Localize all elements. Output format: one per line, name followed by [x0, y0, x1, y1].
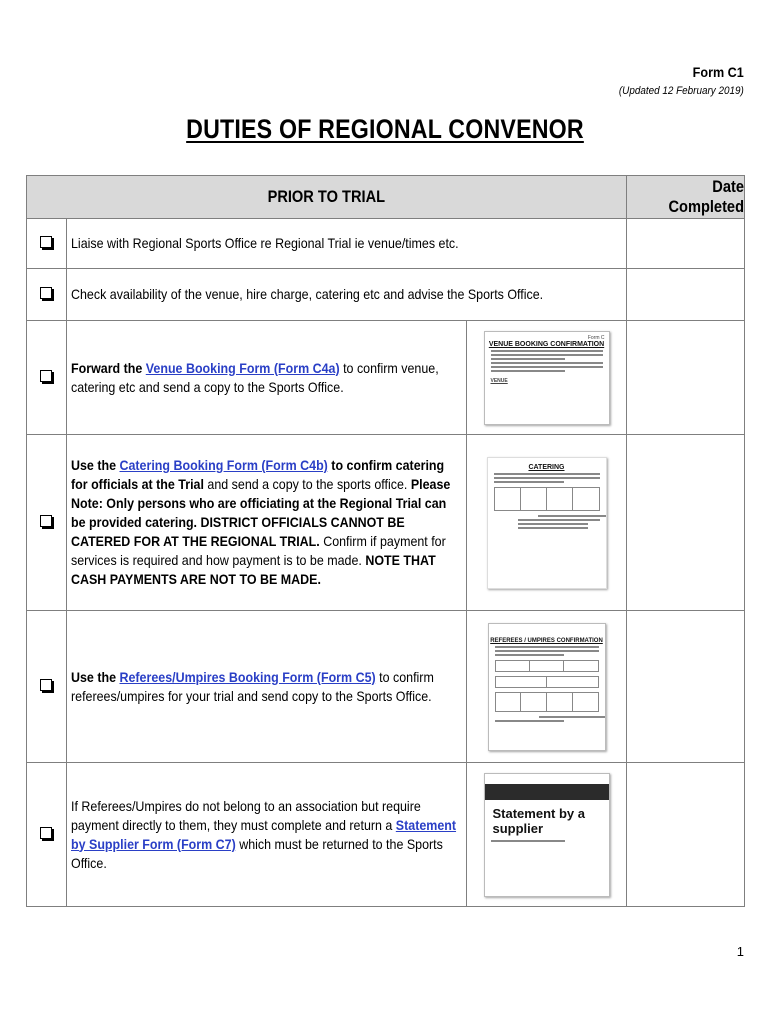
catering-form-thumbnail: CATERING: [487, 457, 607, 589]
table-row: [27, 269, 745, 321]
task-cell: Check availability of the venue, hire charge, catering etc and advise the Sports Office.: [67, 269, 627, 321]
page-number: 1: [736, 944, 744, 959]
date-completed-cell[interactable]: [627, 435, 745, 611]
table-row: [27, 611, 745, 763]
venue-booking-form-thumbnail: Form C VENUE BOOKING CONFIRMATION VENUE: [484, 331, 610, 425]
duties-table: [26, 175, 745, 907]
date-completed-cell[interactable]: [627, 763, 745, 907]
date-completed-cell[interactable]: [627, 611, 745, 763]
date-completed-cell[interactable]: [627, 219, 745, 269]
checkbox[interactable]: [40, 287, 52, 299]
referees-umpires-booking-form-link[interactable]: Referees/Umpires Booking Form (Form C5): [119, 668, 376, 685]
form-id: Form C1: [692, 64, 744, 80]
statement-by-supplier-form-link[interactable]: Statement by Supplier Form (Form C7): [71, 816, 457, 852]
checkbox[interactable]: [40, 236, 52, 248]
page-title: DUTIES OF REGIONAL CONVENOR: [186, 114, 584, 144]
date-completed-cell[interactable]: [627, 269, 745, 321]
table-row: [27, 219, 745, 269]
column-header-task: PRIOR TO TRIAL: [27, 176, 627, 219]
date-completed-cell[interactable]: [627, 321, 745, 435]
table-header-row: [27, 176, 745, 219]
task-cell: If Referees/Umpires do not belong to an association but require payment directly to them, they must complete and return a Statement by Supplier Form (Form C7) which must be returned to the Sports Office.: [67, 763, 467, 907]
checkbox[interactable]: [40, 679, 52, 691]
form-updated-date: (Updated 12 February 2019): [619, 85, 744, 97]
checkbox[interactable]: [40, 827, 52, 839]
table-row: [27, 435, 745, 611]
catering-booking-form-link[interactable]: Catering Booking Form (Form C4b): [119, 457, 328, 473]
thumbnail-cell: [467, 435, 627, 611]
checkbox[interactable]: [40, 370, 52, 382]
thumbnail-cell: [467, 321, 627, 435]
checkbox[interactable]: [40, 515, 52, 527]
table-row: [27, 321, 745, 435]
referees-umpires-form-thumbnail: REFEREES / UMPIRES CONFIRMATION: [488, 623, 606, 751]
task-cell: Liaise with Regional Sports Office re Regional Trial ie venue/times etc.: [67, 219, 627, 269]
column-header-date: Date Completed: [627, 176, 745, 219]
statement-by-supplier-thumbnail: Statement by a supplier: [484, 773, 610, 897]
task-cell: Use the Catering Booking Form (Form C4b) to confirm catering for officials at the Trial and send a copy to the sports office. Please Note: Only persons who are officiating at the Regional Trial can be provided catering. DISTRICT OFFICIALS CANNOT BE CATERED FOR AT THE REGIONAL TRIAL. Confirm if payment for services is required and how payment is to be made. NOTE THAT CASH PAYMENTS ARE NOT TO BE MADE.: [67, 435, 467, 611]
task-cell: Forward the Venue Booking Form (Form C4a) to confirm venue, catering etc and send a copy to the Sports Office.: [67, 321, 467, 435]
table-row: [27, 763, 745, 907]
venue-booking-form-link[interactable]: Venue Booking Form (Form C4a): [145, 359, 340, 376]
thumbnail-cell: [467, 763, 627, 907]
task-cell: Use the Referees/Umpires Booking Form (Form C5) to confirm referees/umpires for your trial and send copy to the Sports Office.: [67, 611, 467, 763]
thumbnail-cell: [467, 611, 627, 763]
